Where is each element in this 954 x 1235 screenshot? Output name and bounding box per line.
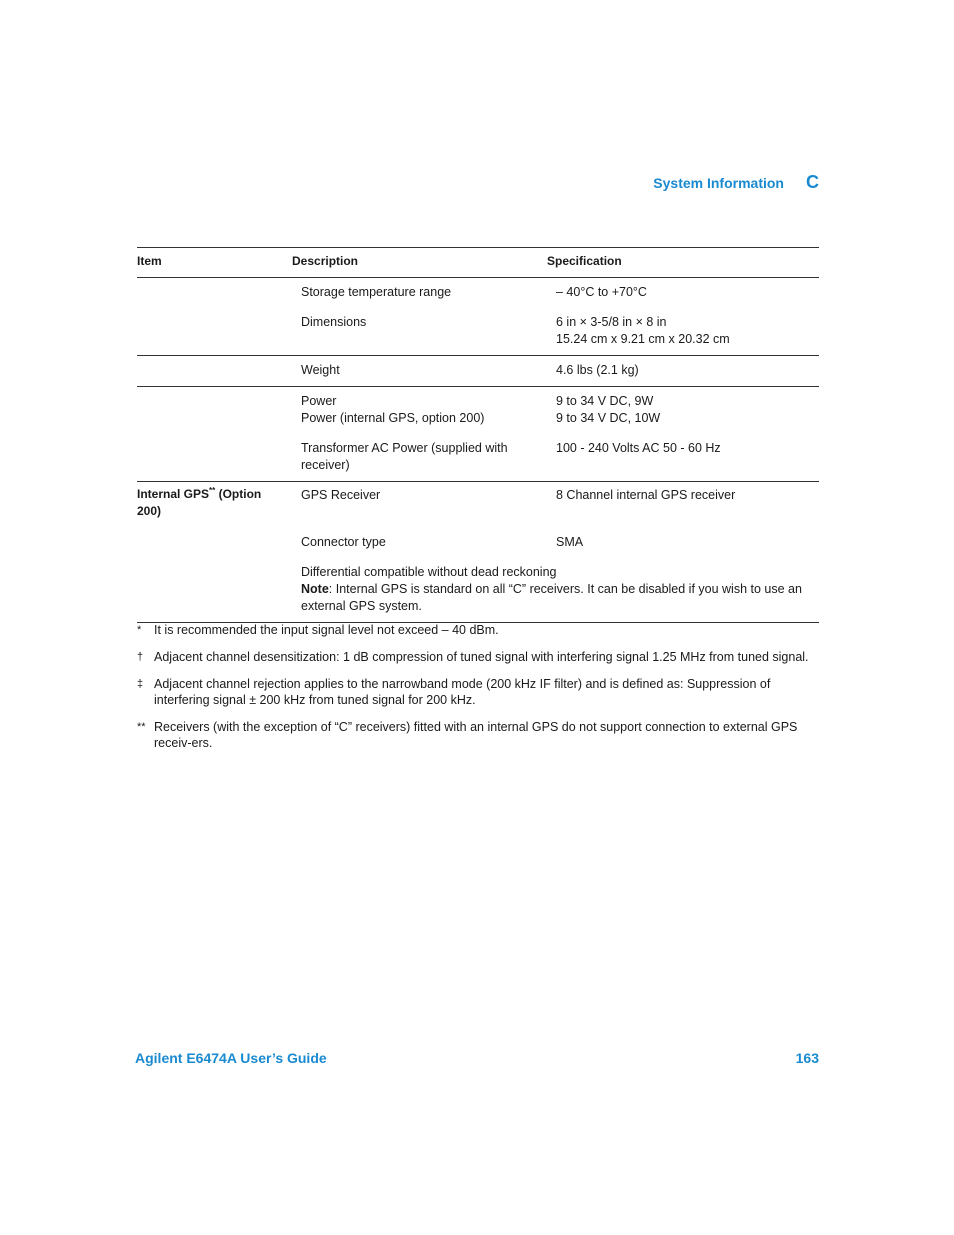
description-cell: Connector type xyxy=(301,535,386,549)
table-row xyxy=(137,278,819,356)
spacer xyxy=(301,427,547,440)
footnote xyxy=(137,719,821,751)
description-cell xyxy=(292,356,547,387)
footnote-text: It is recommended the input signal level not exceed – 40 dBm. xyxy=(154,623,499,637)
col-header-item: Item xyxy=(137,248,292,278)
table-body xyxy=(137,278,819,623)
footnote-symbol: † xyxy=(137,651,144,663)
specification-cell xyxy=(547,356,819,387)
specification-cell: SMA xyxy=(556,535,584,549)
guide-title: Agilent E6474A User’s Guide xyxy=(135,1050,327,1066)
spacer xyxy=(556,427,819,440)
footnote xyxy=(137,649,821,665)
table-row xyxy=(137,482,819,531)
description-text: Power xyxy=(301,394,337,408)
footnote-text: Adjacent channel rejection applies to the narrowband mode (200 kHz IF filter) and is defined as: Suppression of interfering signal ± 200 kHz from tuned signal for 200 kHz. xyxy=(154,677,771,707)
footnote xyxy=(137,676,821,708)
item-cell xyxy=(137,387,292,482)
table-row xyxy=(137,356,819,387)
description-text: receiver) xyxy=(301,458,350,472)
specification-text: 9 to 34 V DC, 9W xyxy=(556,394,654,408)
specification-text xyxy=(556,457,819,474)
description-text: Differential compatible without dead reckoning xyxy=(301,565,557,579)
note-cell xyxy=(292,564,819,623)
item-cell xyxy=(137,482,292,531)
description-cell xyxy=(292,387,547,482)
item-cell xyxy=(137,278,292,356)
note-label: Note xyxy=(301,582,329,596)
table-header-row xyxy=(137,248,819,278)
specification-text: – 40°C to +70°C xyxy=(556,285,647,299)
specification-text: 15.24 cm x 9.21 cm x 20.32 cm xyxy=(556,332,730,346)
note-text xyxy=(301,581,819,615)
chapter-letter: C xyxy=(806,172,819,192)
item-label-text: 200) xyxy=(137,504,162,518)
description-cell: GPS Receiver xyxy=(301,488,381,502)
table-row xyxy=(137,387,819,482)
description-text xyxy=(301,331,547,348)
running-header xyxy=(653,172,819,193)
specification-text: 4.6 lbs (2.1 kg) xyxy=(556,363,639,377)
description-cell xyxy=(292,278,547,356)
table-row xyxy=(137,530,819,564)
footnote-symbol: ** xyxy=(137,721,146,733)
footnote-text: Adjacent channel desensitization: 1 dB compression of tuned signal with interfering signal 1.25 MHz from tuned signal. xyxy=(154,650,809,664)
description-text: Weight xyxy=(301,363,340,377)
section-title: System Information xyxy=(653,175,784,191)
spacer xyxy=(301,301,547,314)
footnote-marker: ** xyxy=(209,486,216,495)
running-footer xyxy=(135,1050,819,1066)
specification-table xyxy=(137,247,819,623)
footnote-symbol: * xyxy=(137,624,142,636)
description-text: Transformer AC Power (supplied with xyxy=(301,441,508,455)
specification-cell: 8 Channel internal GPS receiver xyxy=(556,488,736,502)
item-cell xyxy=(137,356,292,387)
table-row xyxy=(137,564,819,623)
footnote-symbol: ‡ xyxy=(137,678,144,690)
col-header-description: Description xyxy=(292,248,547,278)
specification-text: 6 in × 3-5/8 in × 8 in xyxy=(556,315,667,329)
specification-cell xyxy=(547,387,819,482)
item-label-text: (Option xyxy=(215,487,262,501)
page-number: 163 xyxy=(795,1050,819,1066)
spacer xyxy=(556,301,819,314)
note-body: : Internal GPS is standard on all “C” receivers. It can be disabled if you wish to use an external GPS system. xyxy=(301,582,802,613)
footnote xyxy=(137,622,821,638)
item-cell xyxy=(137,564,292,623)
specification-cell xyxy=(547,278,819,356)
footnote-text: Receivers (with the exception of “C” receivers) fitted with an internal GPS do not support connection to external GPS receiv-ers. xyxy=(154,720,798,750)
footnotes xyxy=(137,622,821,762)
col-header-specification: Specification xyxy=(547,248,819,278)
description-text: Power (internal GPS, option 200) xyxy=(301,411,485,425)
item-label-text: Internal GPS xyxy=(137,487,210,501)
item-cell xyxy=(137,530,292,564)
specification-text: 9 to 34 V DC, 10W xyxy=(556,411,661,425)
specification-text: 100 - 240 Volts AC 50 - 60 Hz xyxy=(556,441,721,455)
description-text: Dimensions xyxy=(301,315,367,329)
description-text: Storage temperature range xyxy=(301,285,452,299)
